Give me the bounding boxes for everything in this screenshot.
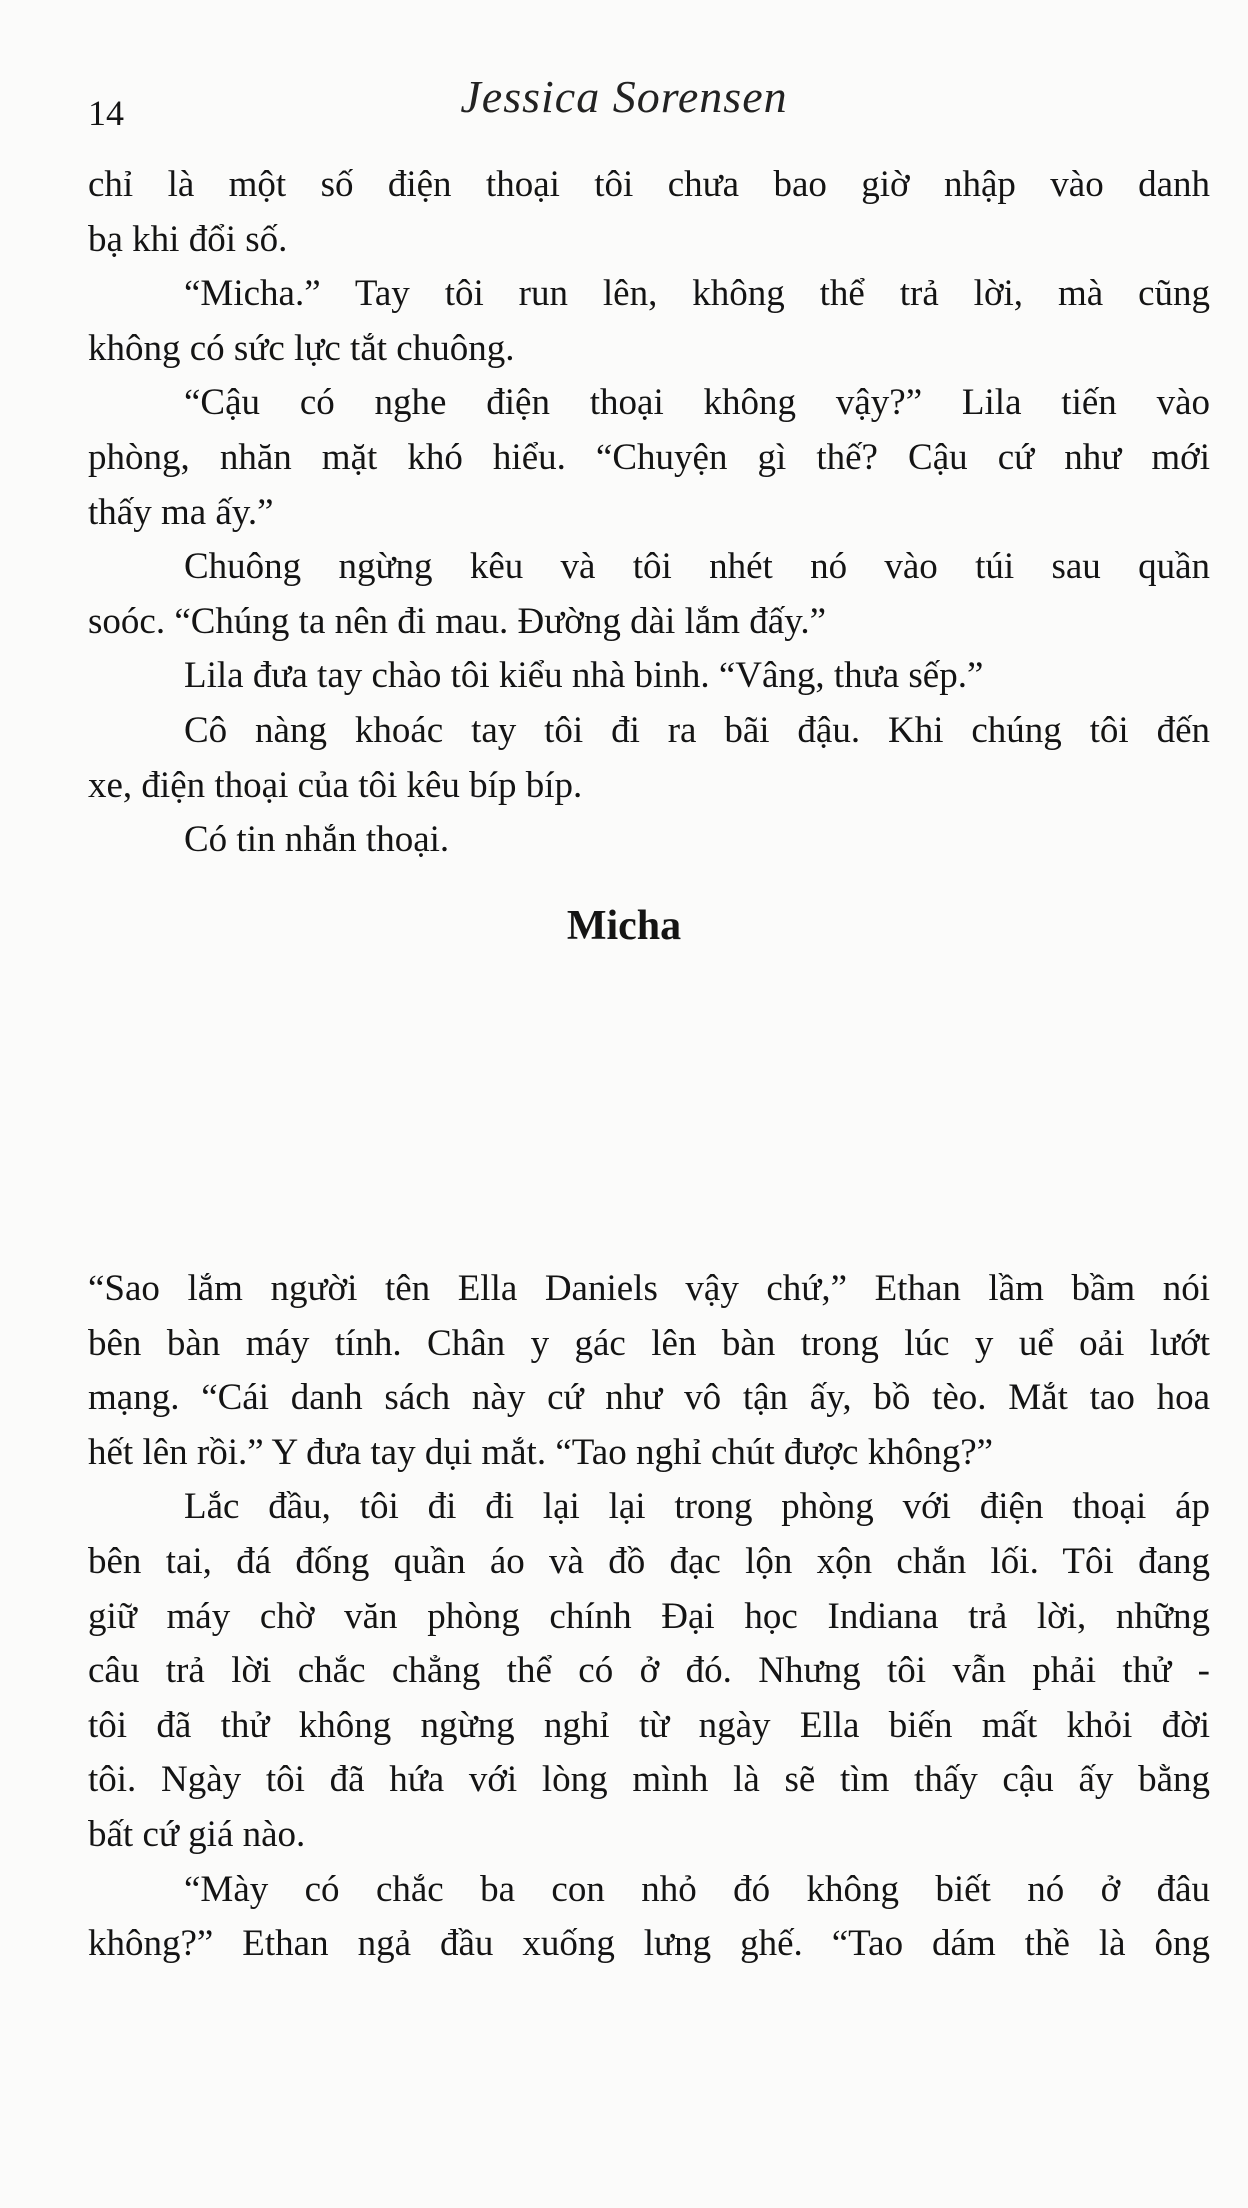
paragraph xyxy=(88,704,1210,813)
text-line: Lila đưa tay chào tôi kiểu nhà binh. “Vâng, thưa sếp.” xyxy=(184,655,984,697)
paragraph xyxy=(88,649,1210,704)
chapter-heading: Micha xyxy=(566,903,682,949)
text-line: hết lên rồi.” Y đưa tay dụi mắt. “Tao nghỉ chút được không?” xyxy=(88,1431,994,1473)
paragraph xyxy=(88,267,1210,376)
text-line: “Sao lắm người tên Ella Daniels vậy chứ,” Ethan lầm bầm nói xyxy=(88,1268,1210,1309)
text-line: soóc. “Chúng ta nên đi mau. Đường dài lắm đấy.” xyxy=(88,600,826,642)
text-line: bất cứ giá nào. xyxy=(88,1813,306,1855)
page-number: 14 xyxy=(88,93,124,133)
text-line: Có tin nhắn thoại. xyxy=(184,819,450,861)
paragraph xyxy=(88,813,1210,868)
paragraph xyxy=(88,1480,1210,1862)
text-line: Lắc đầu, tôi đi đi lại lại trong phòng với điện thoại áp xyxy=(184,1486,1210,1528)
text-line: không có sức lực tắt chuông. xyxy=(88,327,515,369)
text-line: câu trả lời chắc chẳng thể có ở đó. Nhưng tôi vẫn phải thử - xyxy=(88,1650,1210,1692)
text-line: Chuông ngừng kêu và tôi nhét nó vào túi sau quần xyxy=(184,546,1210,588)
text-line: giữ máy chờ văn phòng chính Đại học Indiana trả lời, những xyxy=(88,1595,1210,1637)
text-line: chỉ là một số điện thoại tôi chưa bao giờ nhập vào danh xyxy=(88,164,1210,205)
text-line: tôi đã thử không ngừng nghỉ từ ngày Ella biến mất khỏi đời xyxy=(88,1704,1210,1746)
text-line: bạ khi đổi số. xyxy=(88,218,288,260)
running-header-author: Jessica Sorensen xyxy=(460,71,788,122)
text-line: phòng, nhăn mặt khó hiểu. “Chuyện gì thế? Cậu cứ như mới xyxy=(88,436,1210,478)
text-line: “Cậu có nghe điện thoại không vậy?” Lila tiến vào xyxy=(184,382,1210,424)
text-line: Cô nàng khoác tay tôi đi ra bãi đậu. Khi chúng tôi đến xyxy=(184,709,1210,751)
paragraph xyxy=(88,376,1210,540)
body-section-2 xyxy=(88,1262,1210,1972)
paragraph xyxy=(88,540,1210,649)
text-line: bên tai, đá đống quần áo và đồ đạc lộn xộn chắn lối. Tôi đang xyxy=(88,1540,1210,1582)
text-line: xe, điện thoại của tôi kêu bíp bíp. xyxy=(88,764,583,806)
text-line: bên bàn máy tính. Chân y gác lên bàn trong lúc y uể oải lướt xyxy=(88,1322,1210,1364)
paragraph xyxy=(88,1262,1210,1480)
text-line: “Micha.” Tay tôi run lên, không thể trả lời, mà cũng xyxy=(184,273,1210,315)
body-section-1 xyxy=(88,158,1210,868)
paragraph xyxy=(88,158,1210,267)
text-line: không?” Ethan ngả đầu xuống lưng ghế. “Tao dám thề là ông xyxy=(88,1923,1210,1965)
text-line: mạng. “Cái danh sách này cứ như vô tận ấy, bồ tèo. Mắt tao hoa xyxy=(88,1377,1210,1419)
text-line: tôi. Ngày tôi đã hứa với lòng mình là sẽ tìm thấy cậu ấy bằng xyxy=(88,1759,1210,1801)
text-line: “Mày có chắc ba con nhỏ đó không biết nó ở đâu xyxy=(184,1868,1210,1910)
paragraph xyxy=(88,1863,1210,1972)
text-line: thấy ma ấy.” xyxy=(88,491,274,533)
